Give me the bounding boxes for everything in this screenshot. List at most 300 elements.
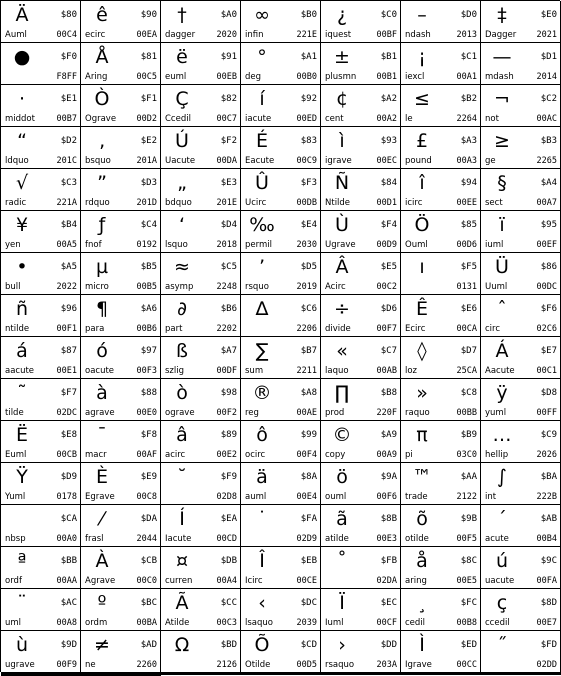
char-unicode: 00C7 [216,114,237,124]
char-cell [81,43,161,85]
char-glyph: ≠ [94,634,110,656]
char-unicode: 00F2 [216,408,237,418]
char-code: $E8 [60,430,77,440]
char-unicode: 00BB [456,408,477,418]
char-code: $E1 [60,94,77,104]
char-unicode: 02DA [376,576,397,586]
char-name: part [165,324,183,334]
char-code: $B4 [60,220,77,230]
char-glyph: Ç [175,88,189,110]
char-code: $84 [380,178,397,188]
char-glyph: ● [13,46,31,68]
char-unicode: 00DF [216,366,237,376]
char-cell [1,211,81,253]
char-name: ge [485,156,496,166]
char-cell [161,379,241,421]
char-glyph: Ê [415,298,428,320]
char-unicode: 2022 [56,282,77,292]
char-code: $F9 [220,472,237,482]
char-unicode: 2018 [216,240,237,250]
char-unicode: 00AB [376,366,397,376]
char-unicode: 2260 [136,660,157,670]
char-cell [321,674,401,675]
char-cell [401,674,481,675]
char-name: ntilde [5,324,30,334]
char-cell [321,505,401,547]
char-cell [241,674,321,675]
char-name: radic [5,198,27,208]
char-code: $E4 [300,220,317,230]
char-name: rdquo [85,198,110,208]
char-cell [241,85,321,127]
char-glyph: ¥ [15,214,29,236]
char-code: $F7 [60,388,77,398]
char-glyph: ∑ [255,340,269,362]
char-code: $B0 [300,10,317,20]
char-name: Yuml [5,492,26,502]
char-unicode: 00AF [136,450,157,460]
char-unicode: 00B5 [136,282,157,292]
char-unicode: 00AC [536,114,557,124]
char-cell [481,379,561,421]
char-cell [241,211,321,253]
char-unicode: 00CF [376,618,397,628]
char-cell [81,337,161,379]
char-code: $EA [220,514,237,524]
char-cell [1,463,81,505]
char-unicode: 2014 [536,72,557,82]
char-cell [1,85,81,127]
char-glyph: õ [416,508,428,530]
char-name: reg [245,408,259,418]
char-glyph: • [16,256,28,278]
char-code: $DA [140,514,157,524]
char-name: Ograve [85,114,117,124]
char-unicode: 00C0 [136,576,157,586]
char-glyph: ™ [412,466,432,488]
char-unicode: 00A5 [56,240,77,250]
char-name: Agrave [85,576,116,586]
char-cell [241,1,321,43]
char-unicode: 00BF [376,30,397,40]
char-code: $C8 [460,388,477,398]
char-cell [161,421,241,463]
char-unicode: 00E3 [376,534,397,544]
char-name: Ccedil [165,114,191,124]
char-unicode: 00F6 [376,492,397,502]
char-unicode: 00DB [296,198,317,208]
char-code: $FA [300,514,317,524]
char-cell [401,421,481,463]
char-unicode: 0192 [136,240,157,250]
char-unicode: 00ED [296,114,317,124]
char-code: $D6 [380,304,397,314]
char-code: $9D [60,640,77,650]
char-cell [321,337,401,379]
char-glyph: ñ [15,298,29,320]
char-glyph: © [332,424,352,446]
char-code: $C1 [460,52,477,62]
char-name: Igrave [405,660,432,670]
char-cell [161,337,241,379]
char-cell [321,1,401,43]
char-name: ordf [5,576,22,586]
char-glyph: Ì [419,634,425,656]
char-code: $BD [220,640,237,650]
char-glyph: ∏ [334,382,350,404]
char-glyph: â [176,424,188,446]
char-glyph: § [497,172,507,194]
char-code: $8A [300,472,317,482]
char-name: frasl [85,534,104,544]
char-glyph: ’ [258,256,266,278]
char-name: deg [245,72,262,82]
char-name: not [485,114,499,124]
char-unicode: 00D2 [136,114,157,124]
char-code: $D0 [460,10,477,20]
char-cell [1,547,81,589]
char-unicode: 201E [216,198,237,208]
char-glyph: ô [256,424,268,446]
char-cell [241,631,321,673]
char-cell [241,463,321,505]
char-name: copy [325,450,346,460]
char-cell [481,127,561,169]
char-code: $94 [460,178,477,188]
char-name: asymp [165,282,194,292]
char-cell [81,1,161,43]
char-code: $93 [380,136,397,146]
char-code: $A8 [300,388,317,398]
char-name: otilde [405,534,429,544]
char-code: $D3 [140,178,157,188]
char-glyph: ä [256,466,268,488]
char-unicode: 00D5 [296,660,317,670]
char-glyph: π [416,424,428,446]
char-unicode: 00D6 [456,240,477,250]
char-unicode: 221A [56,198,77,208]
char-code: $A9 [380,430,397,440]
char-cell [241,589,321,631]
char-name: infin [245,30,264,40]
char-name: int [485,492,497,502]
char-unicode: 00F9 [56,660,77,670]
char-unicode: 2019 [296,282,317,292]
char-glyph: ¨ [17,592,27,614]
char-name: szlig [165,366,185,376]
char-glyph: ë [176,46,188,68]
char-glyph: › [338,634,346,656]
char-glyph: √ [15,172,29,194]
char-code: $CB [140,556,157,566]
char-name: middot [5,114,35,124]
char-cell [321,85,401,127]
char-code: $ED [460,640,477,650]
char-glyph: ì [339,130,345,152]
char-glyph: ˘ [177,466,187,488]
char-cell [241,127,321,169]
char-cell [401,379,481,421]
char-cell [401,169,481,211]
char-code: $D5 [300,262,317,272]
char-unicode: 00CC [456,660,477,670]
char-code: $8C [460,556,477,566]
char-cell [1,589,81,631]
char-unicode: 00EC [376,156,397,166]
char-code: $B5 [140,262,157,272]
char-code: $EB [300,556,317,566]
char-unicode: 2126 [216,660,237,670]
char-cell [81,211,161,253]
char-code: $D1 [540,52,557,62]
char-name: iuml [485,240,504,250]
char-cell [321,589,401,631]
char-glyph: ‰ [249,214,275,236]
char-name: ccedil [485,618,510,628]
char-cell [401,85,481,127]
char-name: Ugrave [325,240,356,250]
char-code: $9B [460,514,477,524]
char-code: $A0 [220,10,237,20]
char-code: $B3 [540,136,557,146]
char-unicode: 00C2 [376,282,397,292]
char-name: Atilde [165,618,190,628]
char-unicode: 2248 [216,282,237,292]
char-name: ograve [165,408,195,418]
char-unicode: 00FA [536,576,557,586]
char-glyph: ° [257,46,267,68]
char-cell [481,85,561,127]
char-cell [1,505,81,547]
char-cell [321,211,401,253]
char-unicode: 00CB [56,450,77,460]
char-name: Ouml [405,240,428,250]
char-unicode: 00A7 [536,198,557,208]
char-code: $85 [460,220,477,230]
char-unicode: 00F5 [456,534,477,544]
char-unicode: 0178 [56,492,77,502]
char-code: $96 [60,304,77,314]
char-glyph: ó [96,340,108,362]
char-cell [1,337,81,379]
char-cell [161,127,241,169]
char-glyph: å [416,550,428,572]
char-glyph: ∞ [254,4,270,26]
char-unicode: 00B0 [296,72,317,82]
char-name: Uuml [485,282,508,292]
char-name: ldquo [5,156,29,166]
char-unicode: 00F4 [296,450,317,460]
char-glyph: ‚ [98,130,106,152]
char-unicode: 0131 [456,282,477,292]
char-glyph: ú [495,550,509,572]
char-code: $83 [300,136,317,146]
char-cell [241,295,321,337]
char-unicode: 222B [536,492,557,502]
char-cell [241,337,321,379]
char-cell [1,43,81,85]
char-glyph: † [177,4,187,26]
char-unicode: 00E2 [216,450,237,460]
char-code: $C6 [300,304,317,314]
char-glyph: Û [255,172,269,194]
char-code: $F0 [60,52,77,62]
char-glyph: î [419,172,425,194]
char-cell [481,589,561,631]
char-unicode: 02D9 [296,534,317,544]
char-name: cent [325,114,344,124]
char-name: macr [85,450,107,460]
char-cell [161,674,241,675]
char-glyph: Í [179,508,185,530]
char-unicode: 00CA [456,324,477,334]
char-cell [321,43,401,85]
char-cell [161,169,241,211]
char-cell [321,547,401,589]
char-code: $F3 [300,178,317,188]
char-name: Ucirc [245,198,267,208]
char-cell [161,547,241,589]
char-cell [1,1,81,43]
char-code: $E3 [220,178,237,188]
char-code: $E0 [540,10,557,20]
char-code: $F2 [220,136,237,146]
char-cell [321,253,401,295]
char-name: micro [85,282,109,292]
char-unicode: 2264 [456,114,477,124]
char-unicode: 00A2 [376,114,397,124]
char-cell [1,631,81,673]
char-name: aacute [5,366,35,376]
char-unicode: 00A1 [456,72,477,82]
char-name: uacute [485,576,515,586]
char-glyph: ¸ [417,592,427,614]
char-unicode: 00C9 [296,156,317,166]
char-unicode: 2020 [216,30,237,40]
char-cell [161,43,241,85]
char-cell [161,85,241,127]
char-code: $E2 [140,136,157,146]
char-unicode: 2202 [216,324,237,334]
char-name: pound [405,156,432,166]
char-cell [481,211,561,253]
char-code: $C0 [380,10,397,20]
char-unicode: 00C4 [56,30,77,40]
char-code: $B7 [300,346,317,356]
char-cell [81,547,161,589]
char-name: Egrave [85,492,115,502]
char-cell [81,169,161,211]
char-cell [401,589,481,631]
char-cell [161,1,241,43]
char-unicode: F8FF [56,72,77,82]
char-glyph: — [492,46,512,68]
char-cell [481,43,561,85]
char-cell [81,85,161,127]
char-glyph: ⁄ [100,508,104,530]
char-unicode: 00E0 [136,408,157,418]
char-code: $9A [380,472,397,482]
char-name: ordm [85,618,108,628]
char-unicode: 00B8 [456,618,477,628]
char-code: $DD [380,640,397,650]
char-name: plusmn [325,72,357,82]
char-glyph: ¤ [175,550,189,572]
char-code: $F8 [140,430,157,440]
char-glyph: Õ [254,634,270,656]
char-name: acute [485,534,509,544]
char-code: $A7 [220,346,237,356]
char-code: $FB [380,556,397,566]
char-code: $C4 [140,220,157,230]
char-name: iexcl [405,72,425,82]
char-code: $88 [140,388,157,398]
char-cell [481,631,561,673]
char-unicode: 203A [376,660,397,670]
char-name: ecirc [85,30,106,40]
char-unicode: 00A8 [56,618,77,628]
char-glyph: Ï [339,592,345,614]
char-name: ndash [405,30,431,40]
char-glyph: ∆ [255,298,269,320]
char-glyph: ã [336,508,348,530]
char-unicode: 2026 [536,450,557,460]
char-unicode: 00F7 [376,324,397,334]
char-code: $80 [60,10,77,20]
char-unicode: 00AE [296,408,317,418]
char-cell [241,253,321,295]
char-name: mdash [485,72,514,82]
char-unicode: 02DD [536,660,557,670]
char-name: laquo [325,366,349,376]
char-name: Euml [5,450,27,460]
char-glyph: Å [95,46,109,68]
char-unicode: 00AA [56,576,77,586]
char-glyph: · [18,88,26,110]
char-unicode: 00C1 [536,366,557,376]
char-glyph: ´ [497,508,507,530]
char-name: divide [325,324,351,334]
char-cell [401,337,481,379]
char-unicode: 00E7 [536,618,557,628]
char-cell [161,589,241,631]
char-code: $90 [140,10,157,20]
char-glyph: ˆ [497,298,507,320]
char-cell [81,631,161,673]
char-name: yuml [485,408,507,418]
char-unicode: 00B7 [56,114,77,124]
char-cell [1,421,81,463]
char-name: cedil [405,618,426,628]
char-name: nbsp [5,534,26,544]
char-glyph: Ä [15,4,29,26]
char-unicode: 00DC [536,282,557,292]
char-name: iquest [325,30,352,40]
char-unicode: 00FF [536,408,557,418]
char-unicode: 00C5 [136,72,157,82]
char-name: aring [405,576,427,586]
char-code: $B2 [460,94,477,104]
char-name: prod [325,408,345,418]
char-code: $CA [60,514,77,524]
char-glyph: ” [97,172,107,194]
char-code: $8B [380,514,397,524]
char-glyph: Ú [175,130,189,152]
char-name: pi [405,450,413,460]
char-glyph: ‘ [178,214,186,236]
char-glyph: È [95,466,108,488]
char-glyph: ˙ [257,508,267,530]
